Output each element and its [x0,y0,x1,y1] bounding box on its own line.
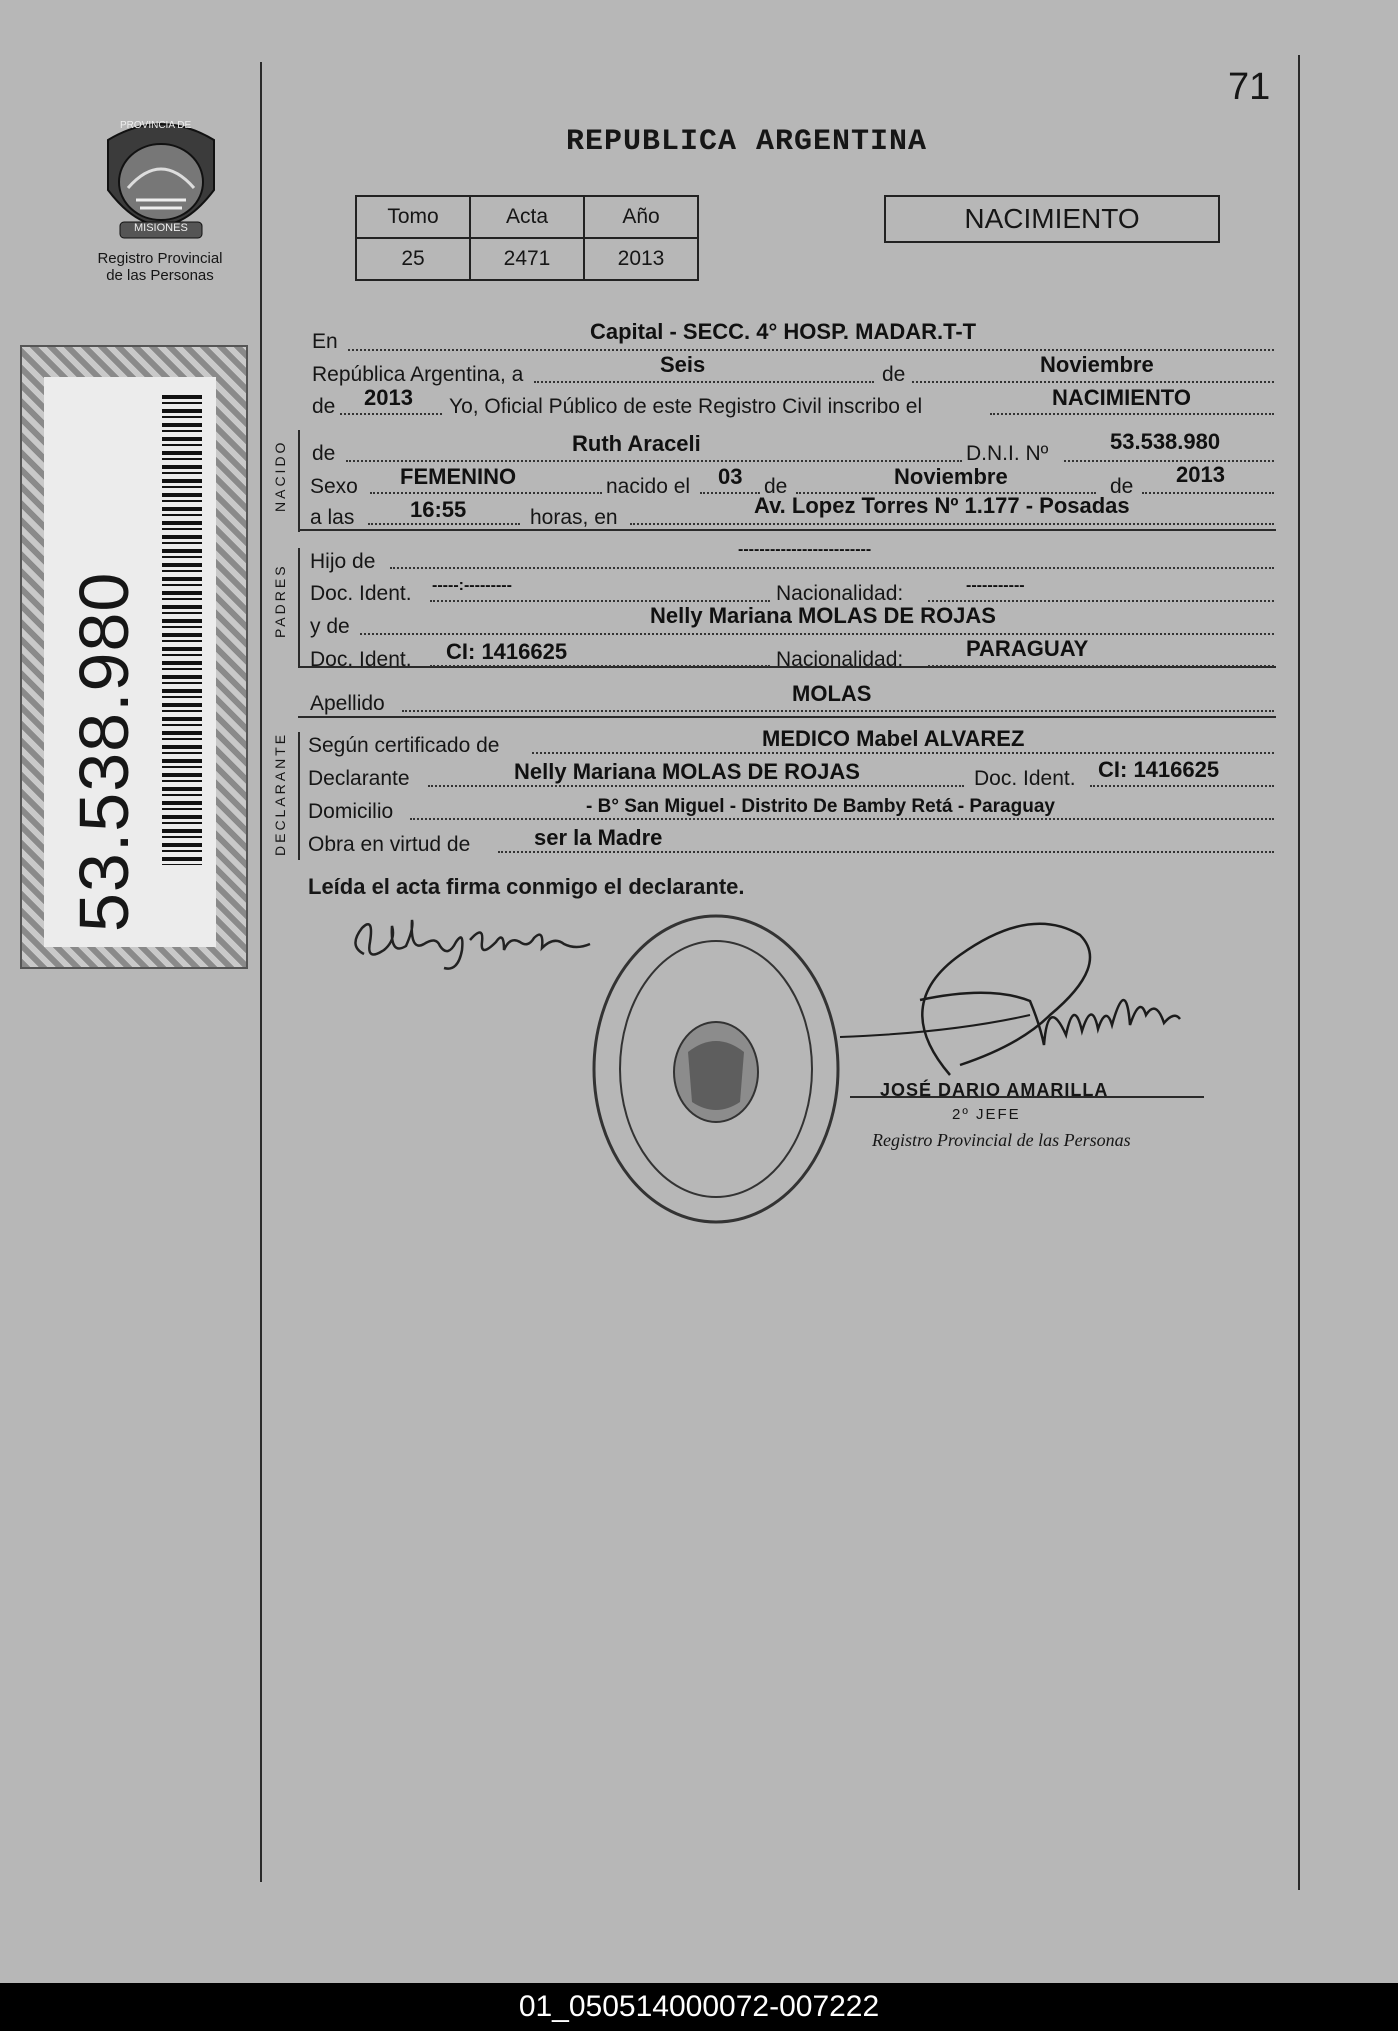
label-y-de: y de [310,615,350,638]
document-title: REPUBLICA ARGENTINA [566,125,928,159]
org-name [70,250,250,284]
dotted-line [990,413,1274,415]
tomo-acta-anio-table [355,195,699,281]
value-hora: 16:55 [410,497,467,522]
label-de-mes: de [882,363,906,386]
dotted-line [700,492,760,494]
org-line-1: Registro Provincial [97,250,223,267]
label-sexo: Sexo [310,475,358,498]
dotted-line [1064,460,1274,462]
label-dni: D.N.I. Nº [966,442,1049,465]
label-de-nac-mes: de [764,475,788,498]
dotted-line [370,492,602,494]
dotted-line [348,349,1274,351]
dotted-line [368,523,520,525]
section-label-padres: PADRES [272,563,288,638]
label-de-nac-anio: de [1110,475,1134,498]
value-mes: Noviembre [1040,352,1154,377]
dotted-line [928,665,1274,667]
label-nacido-el: nacido el [606,475,691,498]
dotted-line [534,381,874,383]
official-org: Registro Provincial de las Personas [872,1130,1131,1150]
section-label-declarante: DECLARANTE [272,731,288,856]
value-dia: Seis [660,352,706,377]
value-domicilio: - B° San Miguel - Distrito De Bamby Retá - Paraguay [586,796,1055,817]
value-lugar: Capital - SECC. 4° HOSP. MADAR.T-T [590,319,977,344]
barcode-number: 53.538.980 [65,571,143,932]
value-madre-nacionalidad: PARAGUAY [966,636,1089,661]
value-nombre: Ruth Araceli [572,431,701,456]
label-obra: Obra en virtud de [308,833,471,856]
barcode-bars-icon [162,395,202,865]
barcode-sticker [20,345,248,969]
left-margin-line [260,62,262,1882]
dotted-line [1090,785,1274,787]
table-value-anio: 2013 [584,238,698,280]
value-apellido: MOLAS [792,681,872,706]
dotted-line [428,785,964,787]
label-republica: República Argentina, a [312,363,524,386]
label-nacionalidad-madre: Nacionalidad: [776,648,904,671]
official-name: JOSÉ DARIO AMARILLA [880,1080,1109,1100]
dotted-line [390,567,1274,569]
table-header-anio: Año [584,196,698,238]
dotted-line [912,381,1274,383]
divider-nacido [298,529,1276,531]
label-declarante: Declarante [308,767,410,790]
emblem-text-2: MISIONES [134,222,188,234]
table-value-acta: 2471 [470,238,584,280]
value-madre: Nelly Mariana MOLAS DE ROJAS [650,603,996,628]
value-nac-anio: 2013 [1176,462,1225,487]
value-nac-mes: Noviembre [894,464,1008,489]
label-en: En [312,330,338,353]
value-padre-doc: -----:--------- [432,577,512,594]
dotted-line [1142,492,1274,494]
dotted-line [532,752,1274,754]
page-number: 71 [1228,66,1271,108]
label-de-nombre: de [312,442,336,465]
value-sexo: FEMENINO [400,464,517,489]
official-role: 2º JEFE [952,1106,1021,1123]
dotted-line [360,633,1274,635]
document-type-box: NACIMIENTO [884,195,1220,243]
label-apellido: Apellido [310,692,385,715]
right-margin-line [1298,55,1300,1890]
label-de-anio: de [312,395,336,418]
value-padre: ------------------------- [738,541,872,558]
label-oficial: Yo, Oficial Público de este Registro Civil inscribo el [449,395,923,418]
table-header-tomo: Tomo [356,196,470,238]
section-label-nacido: NACIDO [272,439,288,512]
declarante-bracket [298,732,300,860]
official-signature-icon [830,915,1210,1080]
label-domicilio: Domicilio [308,800,394,823]
nacido-bracket [298,430,300,532]
value-declarante: Nelly Mariana MOLAS DE ROJAS [514,759,860,784]
dotted-line [402,710,1274,712]
label-segun-certificado: Según certificado de [308,734,500,757]
value-certificado: MEDICO Mabel ALVAREZ [762,726,1025,751]
dotted-line [630,523,1274,525]
dotted-line [430,600,770,602]
value-lugar-nacimiento: Av. Lopez Torres Nº 1.177 - Posadas [754,493,1130,518]
official-stamp-icon [590,912,842,1226]
label-doc-ident-padre: Doc. Ident. [310,582,412,605]
value-obra: ser la Madre [534,825,663,850]
declarant-signature-icon [344,906,594,982]
misiones-emblem-icon [98,110,224,245]
padres-bracket [298,548,300,666]
label-nacionalidad-padre: Nacionalidad: [776,582,904,605]
value-tipo: NACIMIENTO [1052,385,1191,410]
value-nac-dia: 03 [718,464,743,489]
dotted-line [340,413,442,415]
label-doc-ident-declarante: Doc. Ident. [974,767,1076,790]
value-dni: 53.538.980 [1110,429,1221,454]
dotted-line [346,460,962,462]
value-madre-doc: CI: 1416625 [446,639,568,664]
barcode-label [44,377,216,947]
divider-apellido [298,716,1276,718]
dotted-line [430,665,770,667]
org-line-2: de las Personas [106,267,214,284]
value-padre-nacionalidad: ----------- [966,577,1025,594]
table-value-tomo: 25 [356,238,470,280]
dotted-line [498,851,1274,853]
label-horas-en: horas, en [530,506,618,529]
label-a-las: a las [310,506,355,529]
label-doc-ident-madre: Doc. Ident. [310,648,412,671]
closing-statement: Leída el acta firma conmigo el declarante. [308,874,745,899]
emblem-text: PROVINCIA DE [120,120,192,131]
value-anio: 2013 [364,385,413,410]
table-header-acta: Acta [470,196,584,238]
value-declarante-doc: CI: 1416625 [1098,757,1220,782]
footer-code: 01_050514000072-007222 [0,1983,1398,2031]
dotted-line [928,600,1274,602]
label-hijo-de: Hijo de [310,550,376,573]
